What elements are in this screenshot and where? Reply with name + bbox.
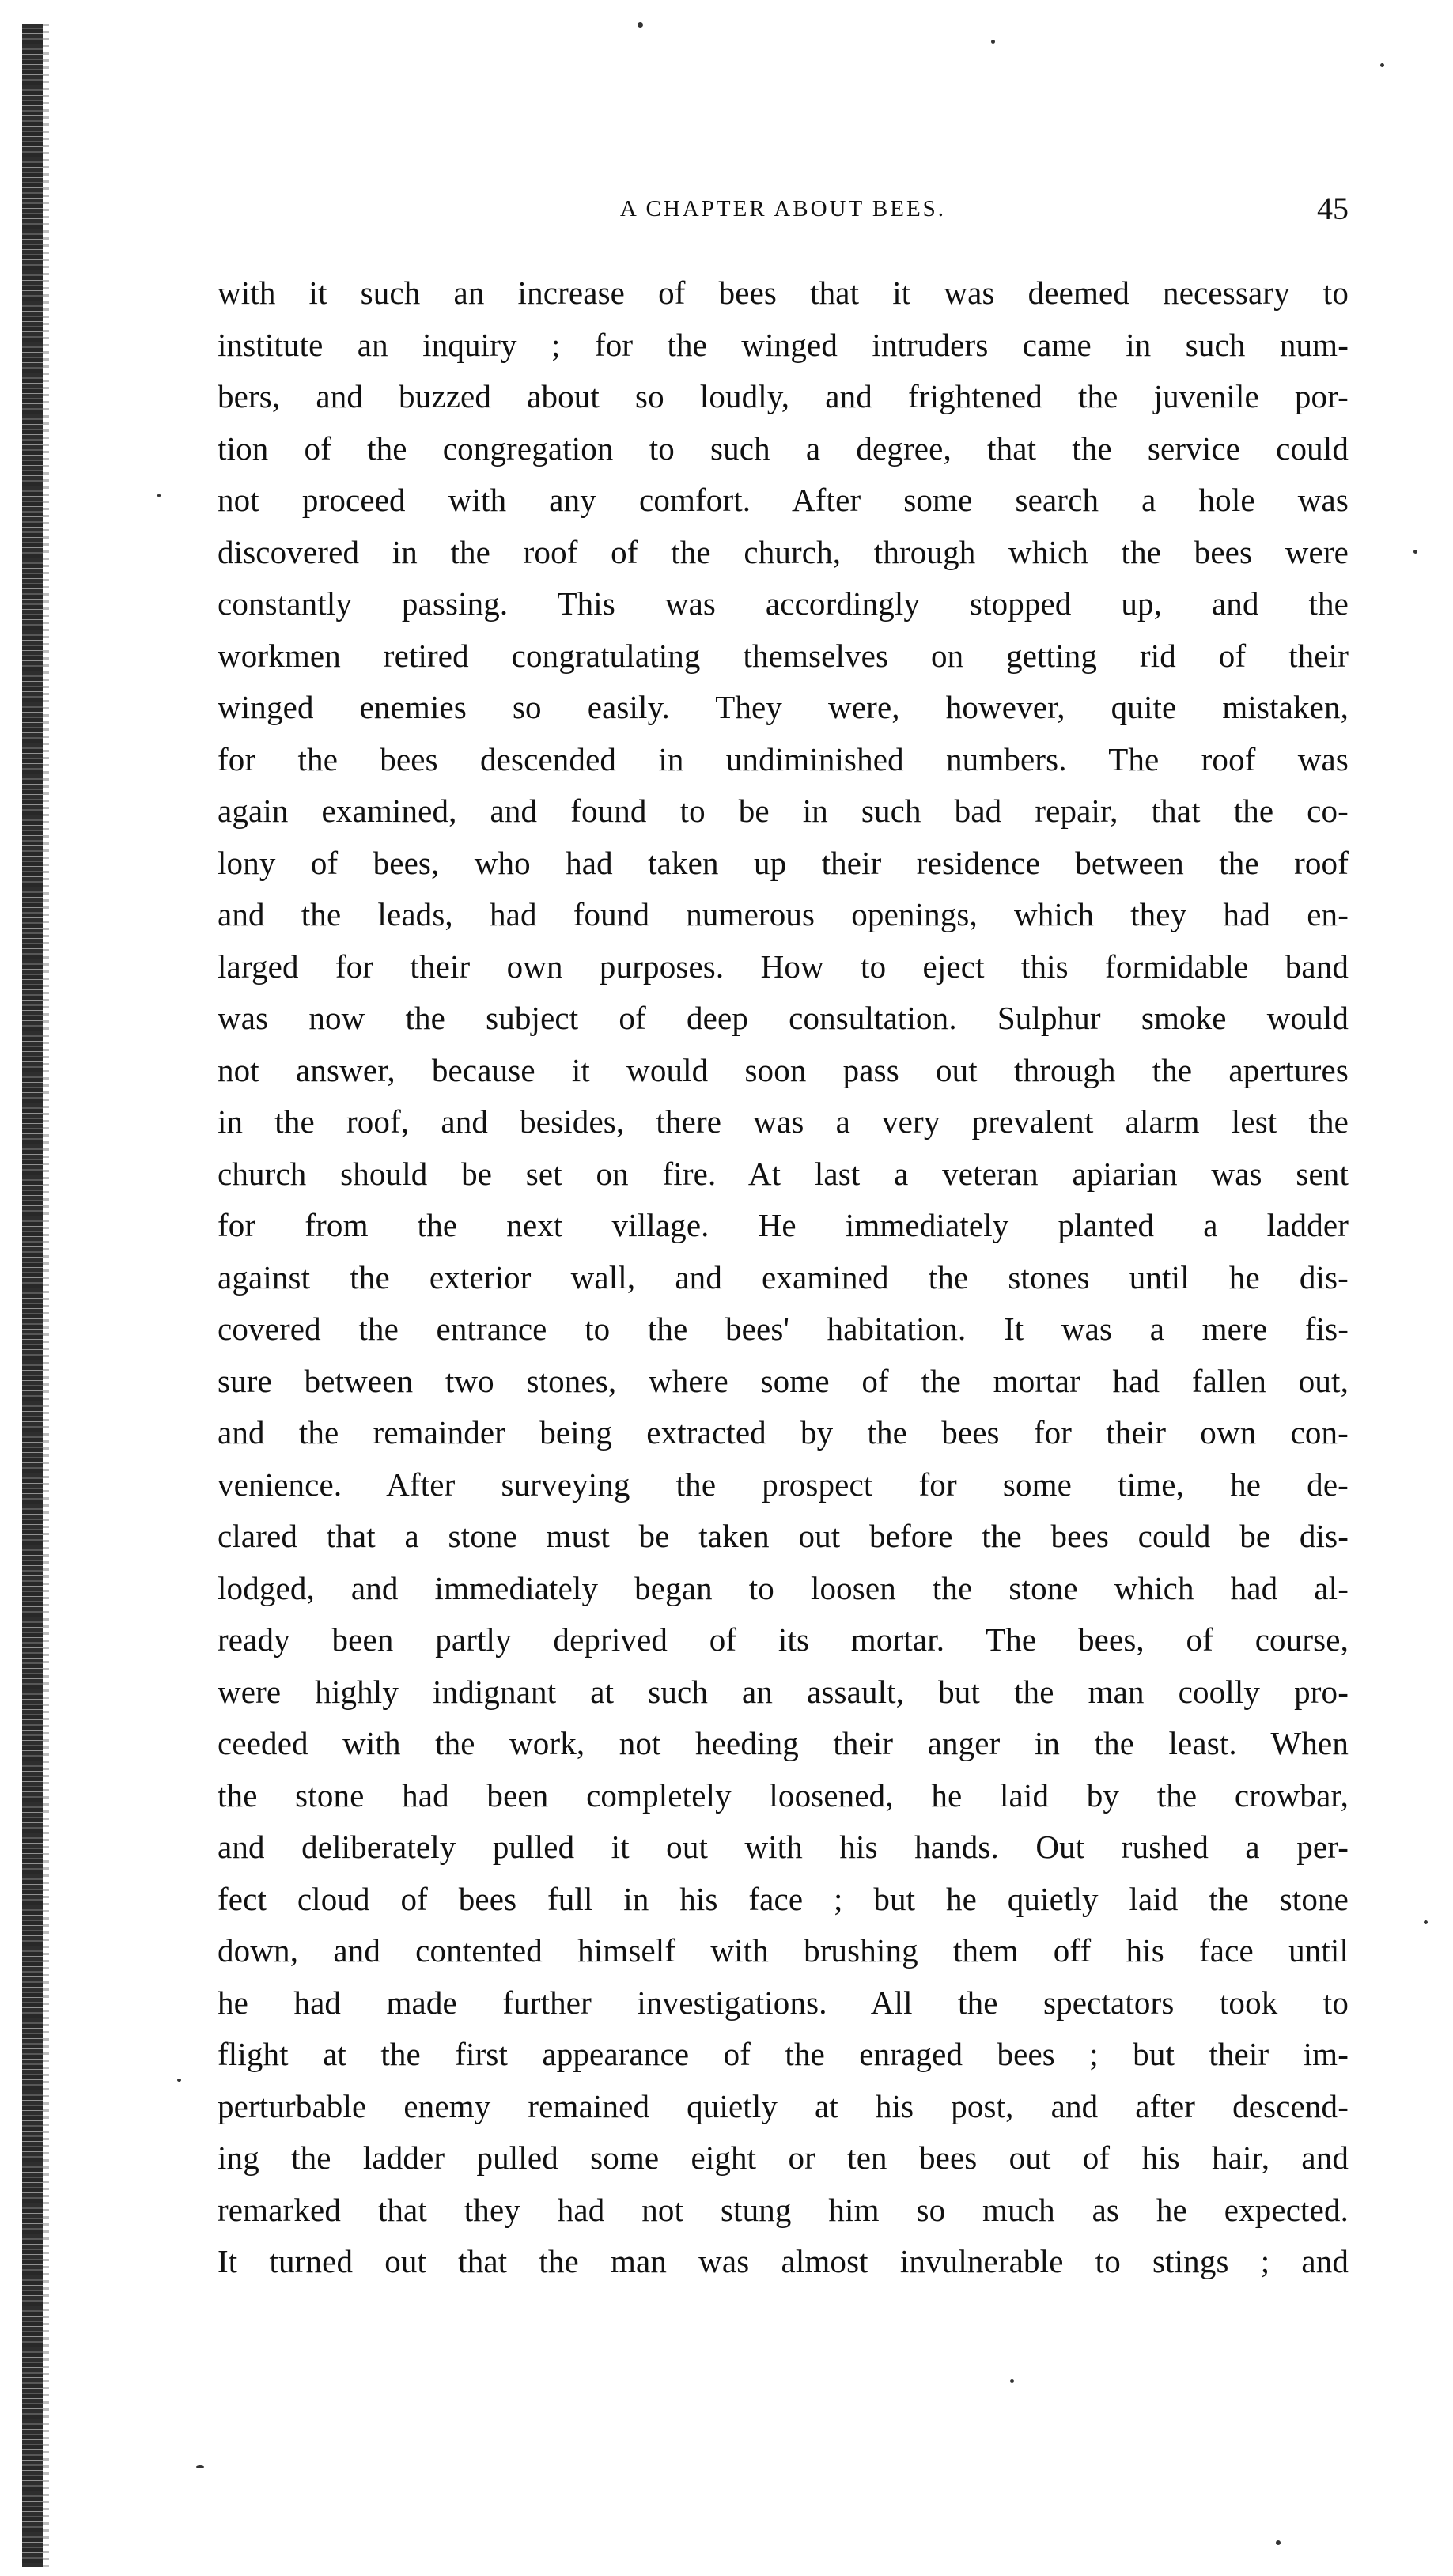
scan-speck xyxy=(196,2465,204,2468)
text-line: and the remainder being extracted by the bees for their own con- xyxy=(218,1414,1349,1451)
text-line: flight at the first appearance of the enraged bees ; but their im- xyxy=(218,2036,1349,2072)
text-line: against the exterior wall, and examined the stones until he dis- xyxy=(218,1258,1349,1296)
text-line: and the leads, had found numerous openings, which they had en- xyxy=(218,896,1349,932)
text-line: ing the ladder pulled some eight or ten bees out of his hair, and xyxy=(218,2139,1349,2176)
text-line: the stone had been completely loosened, he laid by the crowbar, xyxy=(218,1776,1349,1814)
text-line: church should be set on fire. At last a veteran apiarian was sent xyxy=(218,1155,1349,1192)
text-line: It turned out that the man was almost invulnerable to stings ; and xyxy=(218,2243,1349,2279)
scan-speck xyxy=(1276,2540,1281,2545)
text-line: with it such an increase of bees that it was deemed necessary to xyxy=(218,274,1349,311)
page-header xyxy=(218,190,1349,237)
text-line: down, and contented himself with brushing them off his face until xyxy=(218,1932,1349,1969)
text-line: for the bees descended in undiminished numbers. The roof was xyxy=(218,740,1349,777)
text-line: bers, and buzzed about so loudly, and frightened the juvenile por- xyxy=(218,378,1349,414)
body-text xyxy=(218,267,1349,2288)
text-line: perturbable enemy remained quietly at his post, and after descend- xyxy=(218,2087,1349,2124)
scan-speck xyxy=(177,2079,181,2082)
text-line: for from the next village. He immediately planted a ladder xyxy=(218,1207,1349,1243)
text-line: discovered in the roof of the church, through which the bees were xyxy=(218,533,1349,570)
text-line: was now the subject of deep consultation. Sulphur smoke would xyxy=(218,1000,1349,1036)
text-line: ready been partly deprived of its mortar. The bees, of course, xyxy=(218,1621,1349,1658)
text-line: clared that a stone must be taken out before the bees could be dis- xyxy=(218,1518,1349,1554)
text-line: not proceed with any comfort. After some search a hole was xyxy=(218,482,1349,518)
scan-speck xyxy=(638,22,643,28)
text-line: again examined, and found to be in such bad repair, that the co- xyxy=(218,792,1349,829)
text-line: in the roof, and besides, there was a very prevalent alarm lest the xyxy=(218,1103,1349,1140)
text-line: winged enemies so easily. They were, however, quite mistaken, xyxy=(218,689,1349,725)
text-line: constantly passing. This was accordingly stopped up, and the xyxy=(218,585,1349,622)
page-number: 45 xyxy=(1317,191,1349,226)
text-line: and deliberately pulled it out with his hands. Out rushed a per- xyxy=(218,1829,1349,1865)
text-line: fect cloud of bees full in his face ; but he quietly laid the stone xyxy=(218,1880,1349,1917)
binding-shadow xyxy=(43,24,49,2567)
text-line: institute an inquiry ; for the winged intruders came in such num- xyxy=(218,326,1349,363)
text-line: venience. After surveying the prospect for some time, he de- xyxy=(218,1466,1349,1503)
text-line: workmen retired congratulating themselves on getting rid of their xyxy=(218,637,1349,674)
running-title: A CHAPTER ABOUT BEES. xyxy=(619,196,947,221)
text-line: larged for their own purposes. How to eject this formidable band xyxy=(218,948,1349,985)
text-line: he had made further investigations. All the spectators took to xyxy=(218,1984,1349,2021)
scan-speck xyxy=(1010,2379,1014,2383)
text-line: not answer, because it would soon pass out through the apertures xyxy=(218,1051,1349,1088)
scan-speck xyxy=(1424,1920,1428,1924)
text-line: covered the entrance to the bees' habitation. It was a mere fis- xyxy=(218,1311,1349,1347)
scan-speck xyxy=(1413,550,1417,554)
scan-speck xyxy=(991,40,995,44)
text-line: remarked that they had not stung him so much as he expected. xyxy=(218,2191,1349,2228)
scan-speck xyxy=(157,494,161,497)
text-line: were highly indignant at such an assault, but the man coolly pro- xyxy=(218,1673,1349,1710)
book-binding-edge xyxy=(22,24,43,2567)
text-line: lodged, and immediately began to loosen the stone which had al- xyxy=(218,1569,1349,1606)
text-line: ceeded with the work, not heeding their anger in the least. When xyxy=(218,1725,1349,1761)
scan-speck xyxy=(1380,63,1384,67)
text-line: sure between two stones, where some of the mortar had fallen out, xyxy=(218,1362,1349,1399)
text-line: lony of bees, who had taken up their residence between the roof xyxy=(218,844,1349,881)
text-line: tion of the congregation to such a degree, that the service could xyxy=(218,429,1349,467)
